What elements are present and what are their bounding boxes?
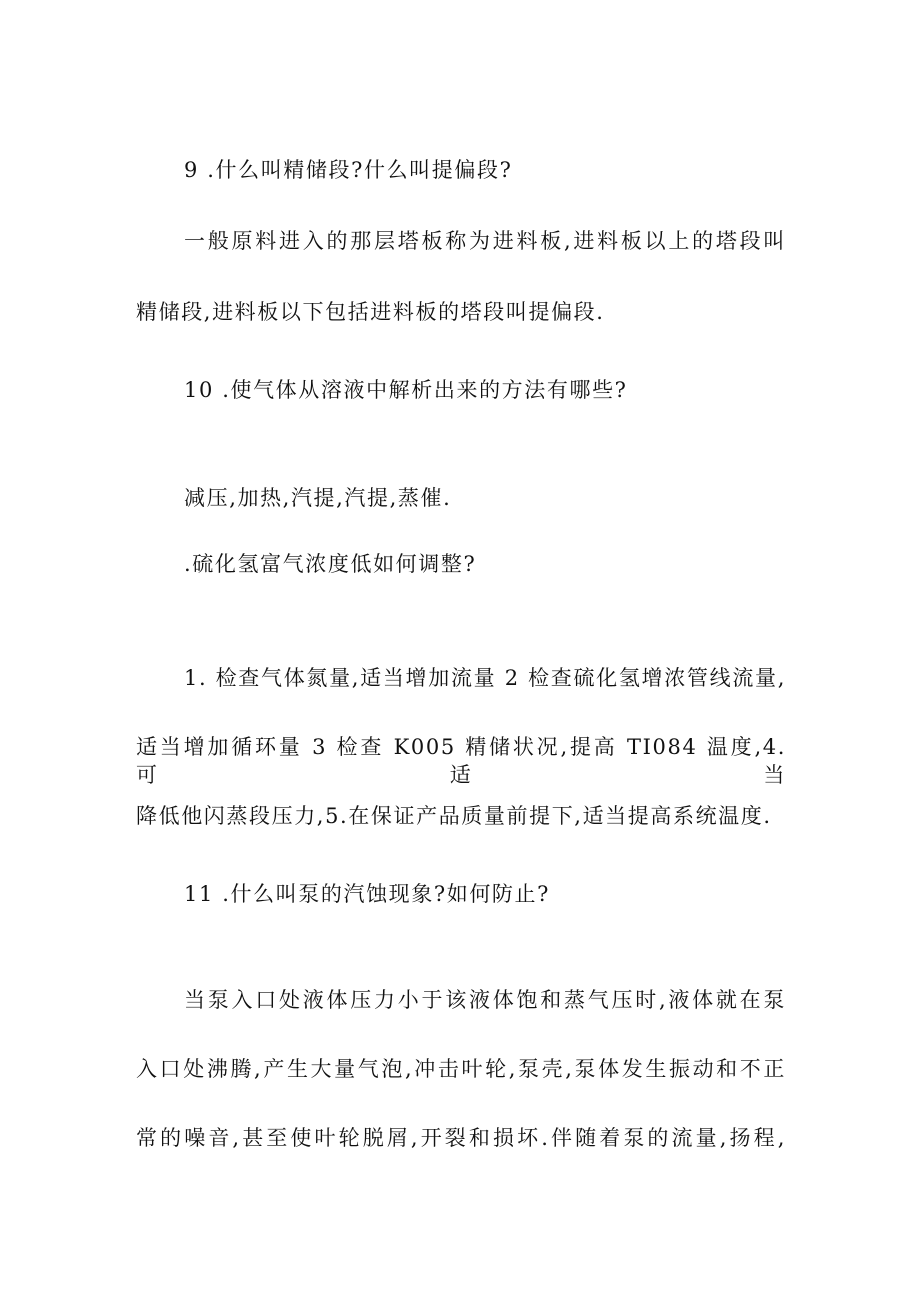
answer-h2s-line-2: 适当增加循环量 3 检查 K005 精储状况,提高 TI084 温度,4. 可适当 [136,735,786,787]
question-10: 10 .使气体从溶液中解析出来的方法有哪些? [184,378,628,402]
answer-11-line-1: 当泵入口处液体压力小于该液体饱和蒸气压时,液体就在泵 [184,988,786,1012]
question-11: 11 .什么叫泵的汽蚀现象?如何防止? [184,882,550,906]
answer-11-line-3: 常的噪音,甚至使叶轮脱屑,开裂和损坏.伴随着泵的流量,扬程, [136,1126,786,1150]
answer-10: 减压,加热,汽提,汽提,蒸催. [184,486,452,510]
answer-9-line-2: 精储段,进料板以下包括进料板的塔段叫提偏段. [136,300,605,324]
answer-9-line-1: 一般原料进入的那层塔板称为进料板,进料板以上的塔段叫 [184,229,786,253]
question-9: 9 .什么叫精储段?什么叫提偏段? [184,158,513,182]
answer-11-line-2: 入口处沸腾,产生大量气泡,冲击叶轮,泵壳,泵体发生振动和不正 [136,1057,786,1081]
answer-h2s-line-1: 1. 检查气体氮量,适当增加流量 2 检查硫化氢增浓管线流量, [184,666,786,690]
answer-h2s-line-3: 降低他闪蒸段压力,5.在保证产品质量前提下,适当提高系统温度. [136,804,772,828]
question-h2s: .硫化氢富气浓度低如何调整? [184,552,477,576]
